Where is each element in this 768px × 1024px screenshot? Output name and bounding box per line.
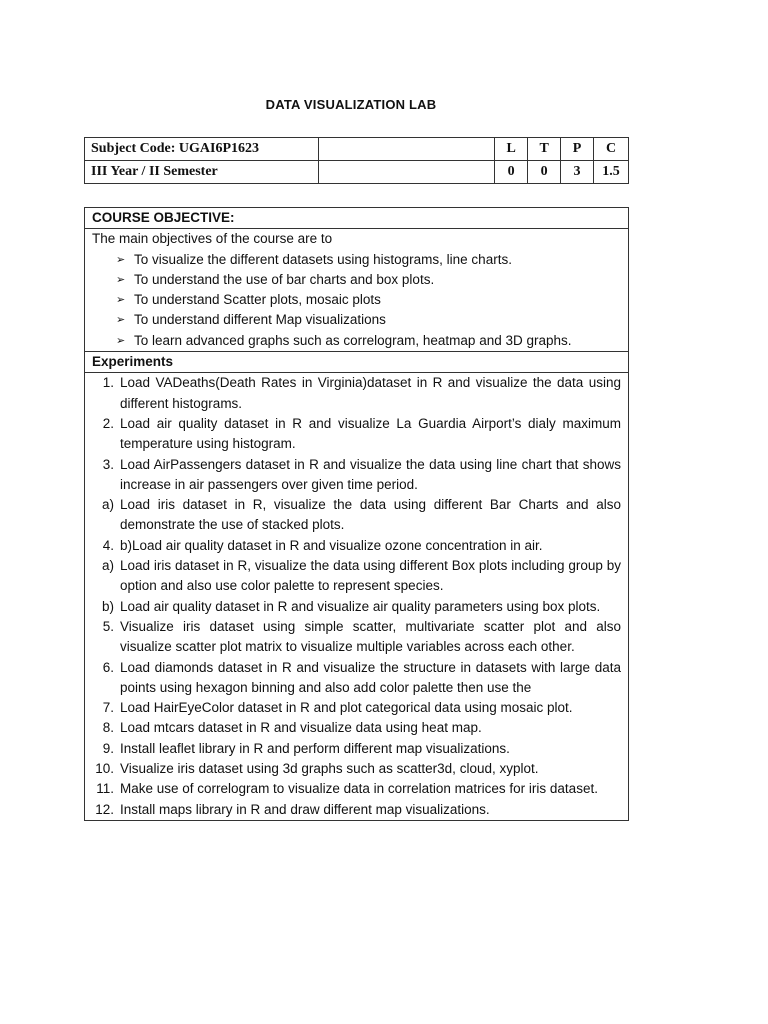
item-text: Install leaflet library in R and perform different map visualizations. (120, 740, 510, 756)
item-marker: 6. (102, 659, 114, 675)
list-item (92, 373, 621, 414)
item-text: Visualize iris dataset using 3d graphs such as scatter3d, cloud, xyplot. (120, 761, 539, 777)
item-text: Load diamonds dataset in R and visualize the structure in datasets with large data points using hexagon binning and also add color palette then use the (120, 659, 621, 695)
arrow-bullet-icon: ➢ (116, 273, 126, 286)
table-row (85, 161, 629, 184)
list-item (92, 455, 621, 496)
item-marker: 4. (102, 537, 114, 553)
item-marker: 9. (102, 740, 114, 756)
list-item (92, 597, 621, 617)
item-text: Load mtcars dataset in R and visualize data using heat map. (120, 720, 482, 736)
list-item (92, 617, 621, 658)
item-marker: a) (101, 558, 114, 574)
arrow-bullet-icon: ➢ (116, 253, 126, 266)
list-item (92, 414, 621, 455)
item-marker: 11. (96, 781, 114, 797)
item-text: Load AirPassengers dataset in R and visualize the data using line chart that shows increase in air passengers over given time period. (120, 456, 621, 492)
course-box (84, 207, 629, 821)
item-marker: 10. (95, 761, 114, 777)
experiments-heading: Experiments (85, 352, 628, 373)
item-text: Install maps library in R and draw different map visualizations. (120, 801, 490, 817)
value-t: 0 (528, 161, 561, 184)
course-objective-heading: COURSE OBJECTIVE: (85, 208, 628, 229)
value-p: 3 (561, 161, 594, 184)
item-marker: 7. (102, 700, 114, 716)
list-item (92, 759, 621, 779)
item-text: Load air quality dataset in R and visualize La Guardia Airport’s dialy maximum temperature using histogram. (120, 415, 621, 452)
header-t: T (528, 138, 561, 161)
item-marker: 1. (102, 375, 114, 391)
table-row (85, 138, 629, 161)
list-item: ➢ To visualize the different datasets using histograms, line charts. (116, 250, 621, 270)
subject-info-table (84, 137, 629, 184)
header-c: C (594, 138, 629, 161)
header-l: L (495, 138, 528, 161)
list-item (92, 779, 621, 799)
list-item: ➢ To understand the use of bar charts and box plots. (116, 270, 621, 290)
list-item (92, 739, 621, 759)
arrow-bullet-icon: ➢ (116, 314, 126, 327)
list-item (92, 800, 621, 820)
item-text: Load air quality dataset in R and visualize air quality parameters using box plots. (120, 598, 601, 614)
empty-cell (318, 138, 495, 161)
arrow-bullet-icon: ➢ (116, 334, 126, 347)
experiments-list (85, 373, 628, 820)
list-item: ➢ To understand Scatter plots, mosaic plots (116, 290, 621, 310)
item-text: Load iris dataset in R, visualize the data using different Box plots including group by option and also use color palette to represent species. (120, 558, 621, 594)
item-marker: 12. (95, 801, 114, 817)
item-marker: 5. (102, 618, 114, 634)
list-item: ➢ To understand different Map visualizations (116, 310, 621, 330)
item-text: Visualize iris dataset using simple scatter, multivariate scatter plot and also visualize scatter plot matrix to visualize multiple variables across each other. (120, 618, 621, 655)
list-item (92, 658, 621, 699)
value-l: 0 (495, 161, 528, 184)
list-item (92, 718, 621, 738)
objective-list (92, 250, 621, 351)
header-p: P (561, 138, 594, 161)
subject-code-cell: Subject Code: UGAI6P1623 (85, 138, 319, 161)
item-text: b)Load air quality dataset in R and visualize ozone concentration in air. (120, 537, 543, 553)
item-marker: 3. (102, 456, 114, 472)
list-item: ➢ To learn advanced graphs such as correlogram, heatmap and 3D graphs. (116, 331, 621, 351)
value-c: 1.5 (594, 161, 629, 184)
item-text: Load iris dataset in R, visualize the data using different Bar Charts and also demonstrate the use of stacked plots. (120, 497, 621, 533)
list-item (92, 495, 621, 536)
item-marker: 2. (102, 415, 114, 431)
empty-cell (318, 161, 495, 184)
list-item (92, 536, 621, 556)
arrow-bullet-icon: ➢ (116, 294, 126, 307)
item-text: Load VADeaths(Death Rates in Virginia)dataset in R and visualize the data using different histograms. (120, 375, 621, 411)
item-marker: 8. (102, 720, 114, 736)
item-text: Load HairEyeColor dataset in R and plot categorical data using mosaic plot. (120, 700, 573, 716)
item-marker: a) (101, 497, 114, 513)
list-item (92, 556, 621, 597)
year-semester-cell: III Year / II Semester (85, 161, 319, 184)
item-marker: b) (101, 598, 114, 614)
course-objective-body (85, 229, 628, 352)
page-title: DATA VISUALIZATION LAB (265, 97, 437, 112)
list-item (92, 698, 621, 718)
objective-intro: The main objectives of the course are to (92, 231, 333, 247)
item-text: Make use of correlogram to visualize data in correlation matrices for iris dataset. (120, 781, 598, 797)
